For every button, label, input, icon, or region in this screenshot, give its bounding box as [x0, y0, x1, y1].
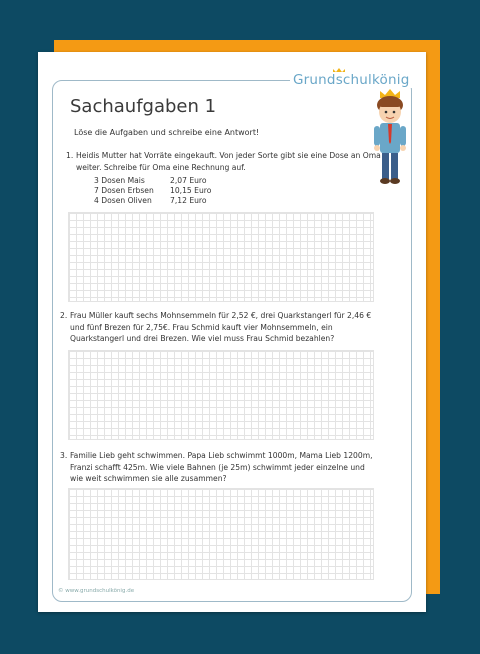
- task-text: Familie Lieb geht schwimmen. Papa Lieb schwimmt 1000m, Mama Lieb 1200m, Franzi schafft 425m. Wie viele Bahnen (je 25m) schwimmt jeder einzelne und wie weit schwimmen sie alle zusammen?: [70, 451, 373, 483]
- answer-grid-1[interactable]: [68, 212, 374, 302]
- brand-logo: Grundschulkönig: [290, 72, 412, 88]
- answer-grid-3[interactable]: [68, 488, 374, 580]
- task-text: Heidis Mutter hat Vorräte eingekauft. Von jeder Sorte gibt sie eine Dose an Oma weiter. Schreibe für Oma eine Rechnung auf.: [76, 151, 381, 172]
- task-3: [60, 450, 386, 486]
- instructions: Löse die Aufgaben und schreibe eine Antwort!: [74, 128, 260, 137]
- footer-url: © www.grundschulkönig.de: [58, 588, 135, 594]
- task-1: [66, 150, 386, 174]
- task-text: Frau Müller kauft sechs Mohnsemmeln für 2,52 €, drei Quarkstangerl für 2,46 € und fünf Brezen für 2,75€. Frau Schmid kauft vier Mohnsemmeln, ein Quarkstangerl und drei Brezen. Wie viel muss Frau Schmid bezahlen?: [70, 311, 372, 343]
- task-2: [60, 310, 386, 346]
- worksheet-page: Grundschulkönig Sachaufgaben 1 Löse die Aufgaben und schreibe eine Antwort! 1. Heidis Mutter hat Vorräte eingekauft. Von jeder Sorte gibt sie eine Dose an Oma weiter. Schreibe für Oma eine Rechnung auf. 3 Dosen Mais 2,07 Euro 7 Dosen Erbsen 10,15 Euro 4 Dosen Oliven 7,12 Euro 2. Frau Müller kauft sechs Mohnsemmeln für 2,52 €, drei Quarkstangerl für 2,46 € und fünf Brezen für 2,75€. Frau Schmid kauft vier Mohnsemmeln, ein Quarkstangerl und drei Brezen. Wie viel muss Frau Schmid bezahlen? 3. Familie Lieb geht schwimmen. Papa Lieb schwimmt 1000m, Mama Lieb 1200m, Franzi schafft 425m. Wie viele Bahnen (je 25m) schwimmt jeder einzelne und wie weit schwimmen sie alle zusammen? © www.grundschulkönig.de: [38, 52, 426, 612]
- task-number: 2.: [60, 311, 68, 320]
- task-number: 3.: [60, 451, 68, 460]
- page-title: Sachaufgaben 1: [70, 96, 217, 117]
- task-number: 1.: [66, 151, 74, 160]
- answer-grid-2[interactable]: [68, 350, 374, 440]
